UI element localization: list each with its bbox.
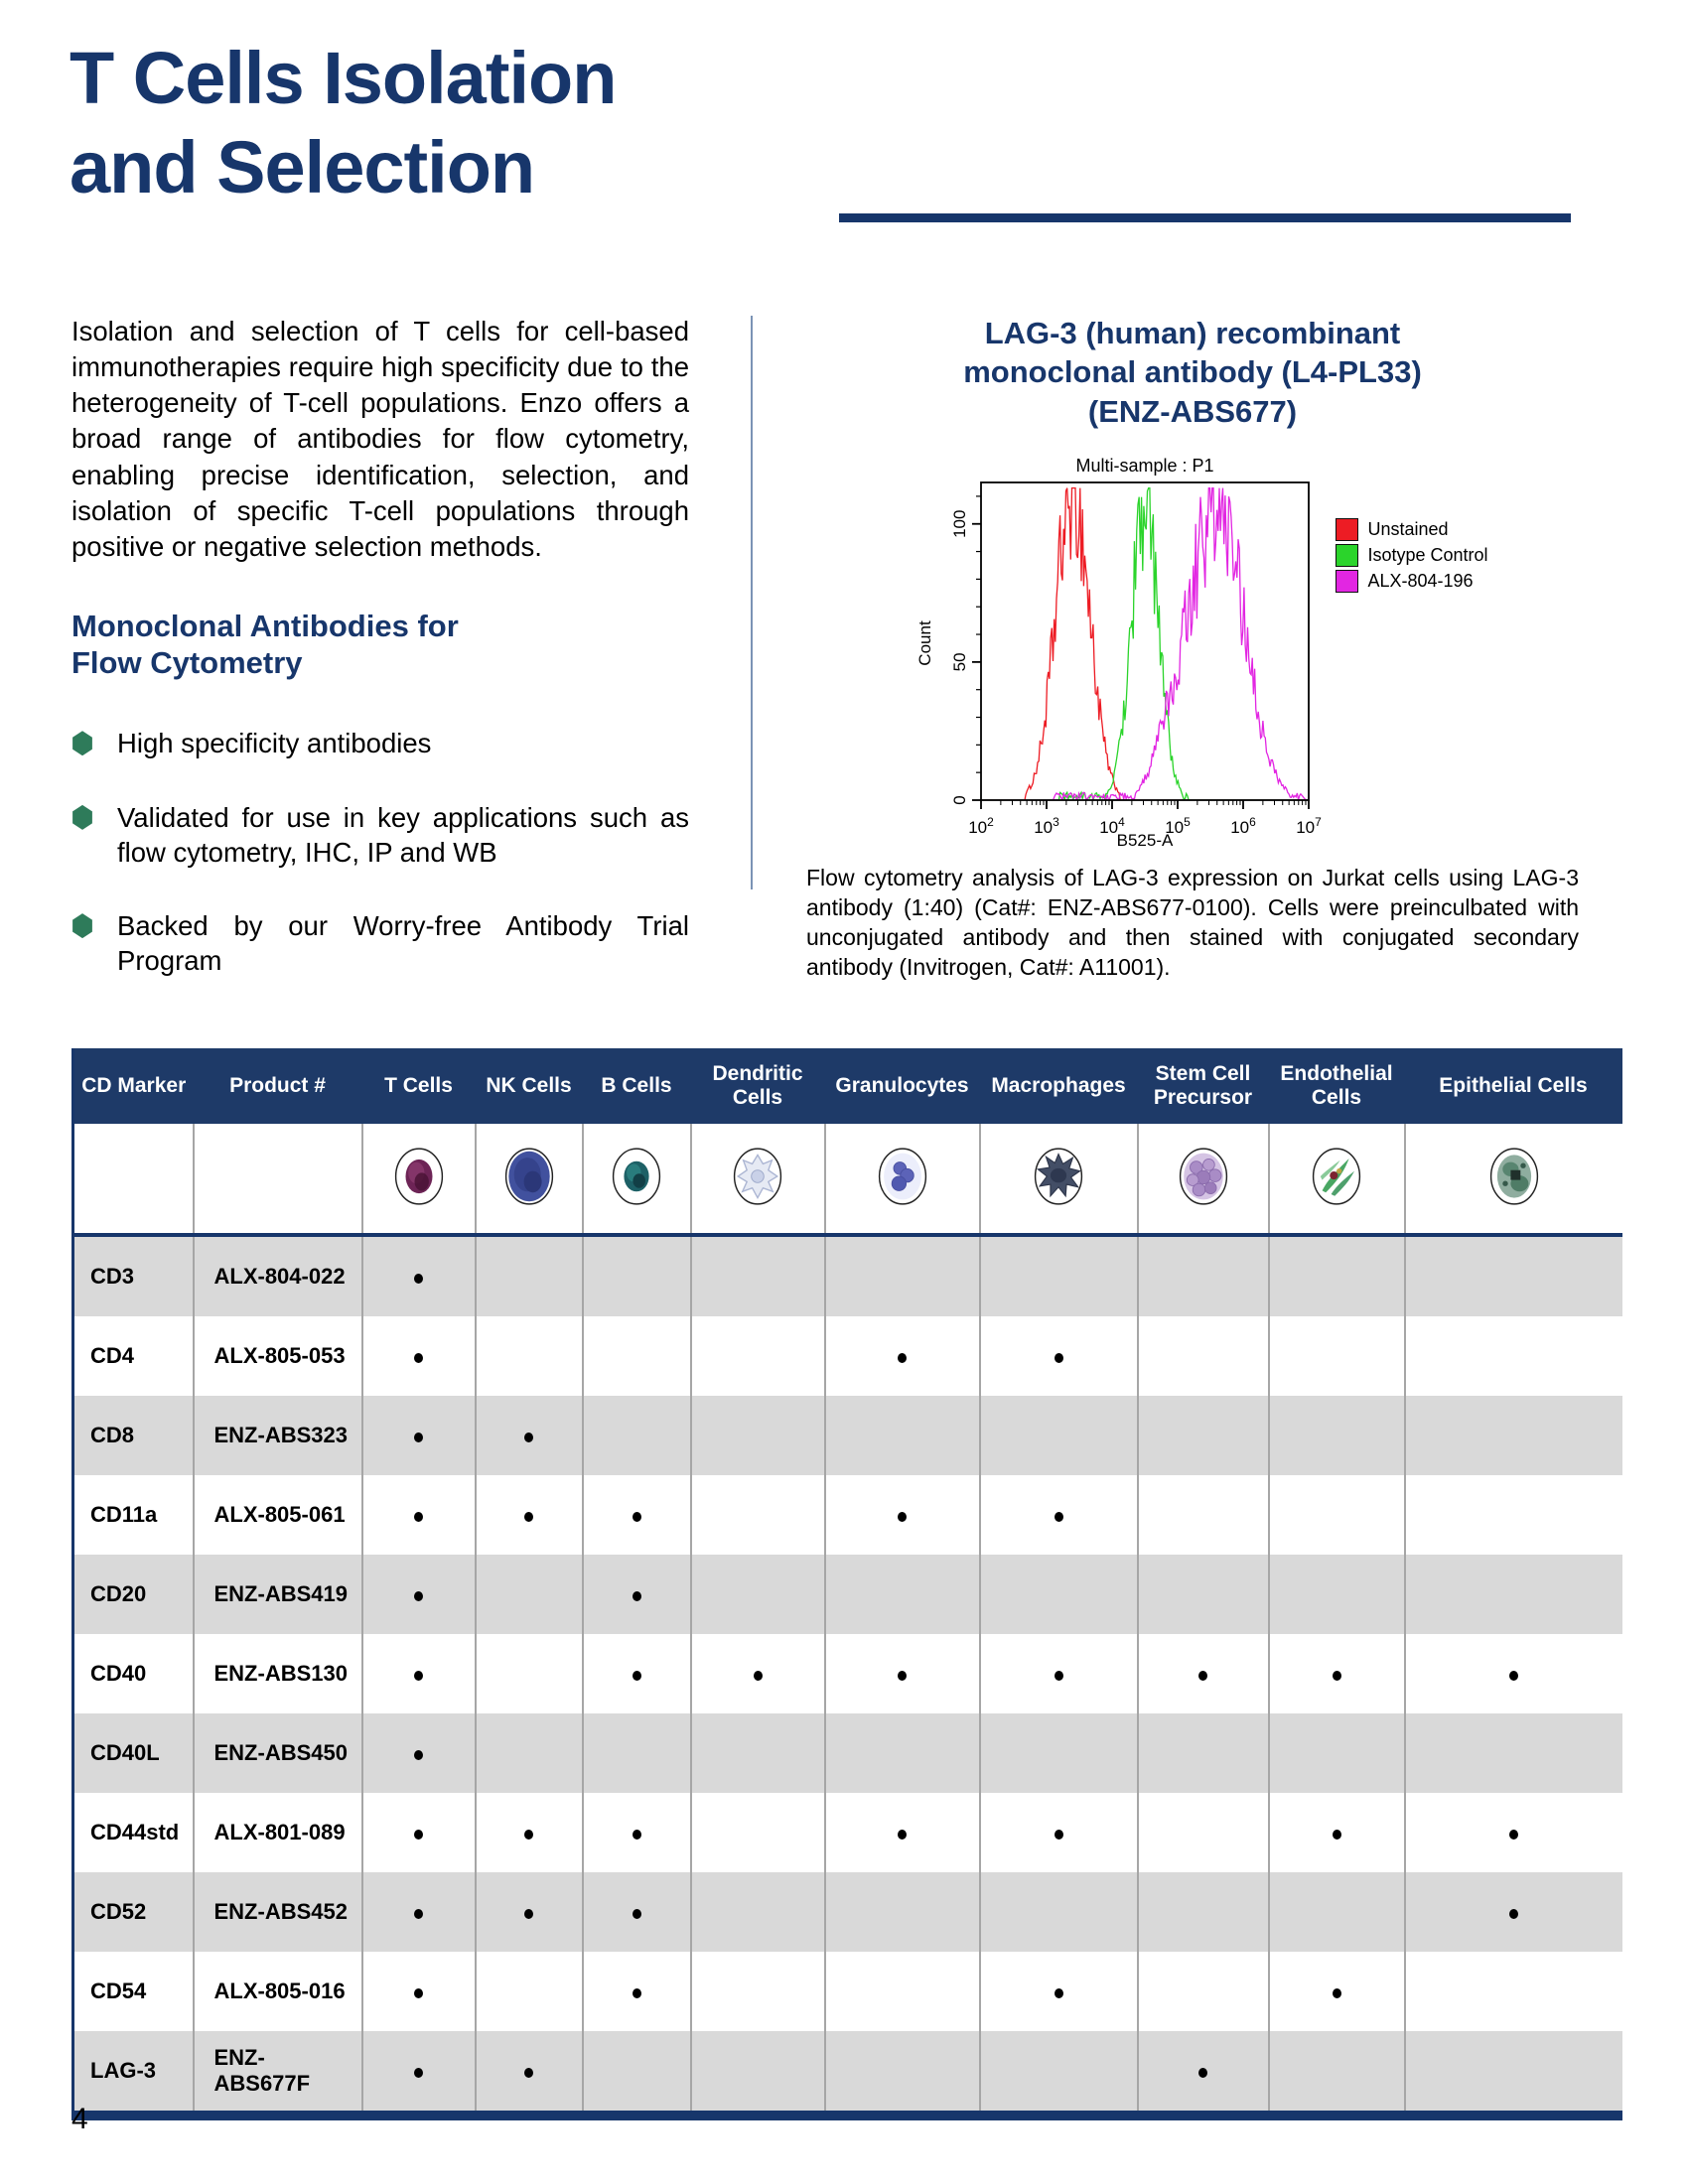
empty-cell	[980, 1555, 1138, 1634]
column-header: Dendritic Cells	[691, 1048, 825, 1124]
x-tick-label: $10^4$	[1099, 815, 1126, 838]
header-rule	[839, 213, 1571, 222]
cd-marker-cell: LAG-3	[73, 2031, 194, 2116]
expression-dot	[414, 1353, 423, 1363]
column-header: Granulocytes	[825, 1048, 980, 1124]
expression-dot-cell	[362, 1713, 476, 1793]
empty-cell	[1269, 1475, 1405, 1555]
expression-dot	[414, 1909, 423, 1919]
product-number-cell: ALX-804-022	[194, 1235, 362, 1316]
expression-dot-cell	[980, 1952, 1138, 2031]
figure-caption: Flow cytometry analysis of LAG-3 expression on Jurkat cells using LAG-3 antibody (1:40) (Cat#: ENZ-ABS677-0100). Cells were preinculbated with unconjugated antibody and then stained with conjugated secondary antibody (Invitrogen, Cat#: A11001).	[806, 865, 1579, 980]
bullet-text: Validated for use in key applications such as flow cytometry, IHC, IP and WB	[117, 801, 689, 868]
column-header: Endothelial Cells	[1269, 1048, 1405, 1124]
empty-cell	[476, 1634, 583, 1713]
empty-cell	[583, 1235, 691, 1316]
expression-dot-cell	[980, 1475, 1138, 1555]
expression-dot-cell	[825, 1793, 980, 1872]
empty-cell	[583, 1316, 691, 1396]
empty-cell	[691, 1475, 825, 1555]
empty-cell	[1405, 2031, 1622, 2116]
expression-dot	[633, 1988, 641, 1998]
expression-dot-cell	[476, 2031, 583, 2116]
expression-dot	[414, 1512, 423, 1522]
empty-cell	[73, 1124, 194, 1235]
expression-dot	[524, 2068, 533, 2078]
empty-cell	[691, 1713, 825, 1793]
empty-cell	[1269, 1235, 1405, 1316]
bullet-item	[71, 909, 689, 978]
expression-dot-cell	[583, 1793, 691, 1872]
expression-dot	[1333, 1830, 1341, 1840]
figure-heading-line1: LAG-3 (human) recombinant	[984, 316, 1401, 350]
expression-dot	[414, 1671, 423, 1681]
empty-cell	[1138, 1952, 1269, 2031]
cd-marker-cell: CD4	[73, 1316, 194, 1396]
expression-dot-cell	[583, 1555, 691, 1634]
empty-cell	[980, 1396, 1138, 1475]
expression-dot	[414, 1274, 423, 1284]
cd-marker-table	[71, 1048, 1622, 2120]
empty-cell	[691, 1235, 825, 1316]
expression-dot-cell	[1138, 1634, 1269, 1713]
legend-label: ALX-804-196	[1367, 571, 1474, 592]
stem-cell-precursor-icon	[1138, 1124, 1269, 1235]
empty-cell	[825, 1713, 980, 1793]
column-header: Epithelial Cells	[1405, 1048, 1622, 1124]
expression-dot-cell	[825, 1316, 980, 1396]
table-row	[73, 1396, 1622, 1475]
hexagon-bullet-icon	[71, 913, 93, 938]
dendritic-cell-icon	[691, 1124, 825, 1235]
legend-item	[1336, 518, 1487, 541]
table-row	[73, 2031, 1622, 2116]
bullet-item	[71, 801, 689, 870]
product-number-cell: ENZ-ABS450	[194, 1713, 362, 1793]
bullet-text: Backed by our Worry-free Antibody Trial Program	[117, 910, 689, 976]
empty-cell	[691, 1316, 825, 1396]
empty-cell	[1405, 1555, 1622, 1634]
product-number-cell: ALX-801-089	[194, 1793, 362, 1872]
right-column	[806, 314, 1579, 1006]
expression-dot-cell	[1405, 1793, 1622, 1872]
cd-marker-cell: CD44std	[73, 1793, 194, 1872]
y-axis-label: Count	[915, 620, 935, 666]
column-header: CD Marker	[73, 1048, 194, 1124]
expression-dot-cell	[1269, 1952, 1405, 2031]
empty-cell	[1405, 1952, 1622, 2031]
expression-dot	[633, 1909, 641, 1919]
table-row	[73, 1952, 1622, 2031]
expression-dot	[1055, 1353, 1063, 1363]
table-row	[73, 1475, 1622, 1555]
empty-cell	[825, 1952, 980, 2031]
legend-swatch	[1336, 544, 1358, 567]
cd-marker-cell: CD8	[73, 1396, 194, 1475]
expression-dot-cell	[362, 1952, 476, 2031]
legend-item	[1336, 544, 1487, 567]
table-header-row	[73, 1048, 1622, 1124]
expression-dot-cell	[583, 1952, 691, 2031]
expression-dot-cell	[1405, 1634, 1622, 1713]
expression-dot-cell	[825, 1634, 980, 1713]
column-header: T Cells	[362, 1048, 476, 1124]
b-cell-icon	[583, 1124, 691, 1235]
epithelial-cell-icon	[1405, 1124, 1622, 1235]
expression-dot-cell	[980, 1634, 1138, 1713]
expression-dot-cell	[1405, 1872, 1622, 1952]
t-cell-icon	[362, 1124, 476, 1235]
expression-dot-cell	[362, 1396, 476, 1475]
expression-dot	[1055, 1830, 1063, 1840]
expression-dot-cell	[583, 1634, 691, 1713]
histogram-series-3	[981, 488, 1308, 800]
column-divider	[751, 316, 753, 889]
cd-marker-cell: CD52	[73, 1872, 194, 1952]
expression-dot-cell	[476, 1872, 583, 1952]
expression-dot-cell	[362, 1634, 476, 1713]
expression-dot-cell	[362, 1235, 476, 1316]
hexagon-bullet-icon	[71, 731, 93, 755]
empty-cell	[825, 1555, 980, 1634]
expression-dot	[1055, 1671, 1063, 1681]
expression-dot	[754, 1671, 763, 1681]
column-header: B Cells	[583, 1048, 691, 1124]
empty-cell	[1138, 1475, 1269, 1555]
empty-cell	[1269, 1316, 1405, 1396]
product-number-cell: ALX-805-016	[194, 1952, 362, 2031]
empty-cell	[583, 1396, 691, 1475]
empty-cell	[980, 1872, 1138, 1952]
marker-table-wrap	[71, 1048, 1620, 2120]
expression-dot-cell	[583, 1872, 691, 1952]
page-title-line1: T Cells Isolation	[70, 37, 617, 119]
empty-cell	[825, 2031, 980, 2116]
expression-dot	[414, 2068, 423, 2078]
expression-dot-cell	[691, 1634, 825, 1713]
empty-cell	[1269, 2031, 1405, 2116]
cd-marker-cell: CD40L	[73, 1713, 194, 1793]
x-tick-label: $10^3$	[1034, 815, 1060, 838]
cd-marker-cell: CD11a	[73, 1475, 194, 1555]
section-heading-line1: Monoclonal Antibodies for	[71, 609, 459, 644]
expression-dot	[524, 1512, 533, 1522]
expression-dot	[633, 1512, 641, 1522]
column-header: Macrophages	[980, 1048, 1138, 1124]
expression-dot	[898, 1830, 907, 1840]
table-row	[73, 1713, 1622, 1793]
flow-cytometry-chart	[806, 455, 1579, 852]
endothelial-cell-icon	[1269, 1124, 1405, 1235]
empty-cell	[1269, 1713, 1405, 1793]
expression-dot-cell	[362, 1555, 476, 1634]
expression-dot	[633, 1591, 641, 1601]
table-row	[73, 1555, 1622, 1634]
empty-cell	[980, 2031, 1138, 2116]
granulocyte-icon	[825, 1124, 980, 1235]
column-header: Product #	[194, 1048, 362, 1124]
figure-heading-line2: monoclonal antibody (L4-PL33)	[963, 354, 1422, 390]
empty-cell	[980, 1235, 1138, 1316]
bullet-list	[71, 727, 689, 978]
expression-dot	[1509, 1909, 1518, 1919]
expression-dot-cell	[476, 1396, 583, 1475]
hexagon-bullet-icon	[71, 805, 93, 830]
expression-dot	[1198, 1671, 1207, 1681]
cell-image-row	[73, 1124, 1622, 1235]
page-title	[70, 34, 616, 213]
table-row	[73, 1793, 1622, 1872]
expression-dot	[1055, 1512, 1063, 1522]
expression-dot-cell	[362, 1793, 476, 1872]
empty-cell	[583, 1713, 691, 1793]
chart-legend	[1336, 518, 1487, 596]
legend-item	[1336, 570, 1487, 593]
empty-cell	[1138, 1396, 1269, 1475]
empty-cell	[980, 1713, 1138, 1793]
expression-dot-cell	[476, 1793, 583, 1872]
expression-dot	[414, 1988, 423, 1998]
y-tick-label: 0	[950, 795, 970, 805]
empty-cell	[691, 2031, 825, 2116]
legend-swatch	[1336, 518, 1358, 541]
expression-dot-cell	[362, 2031, 476, 2116]
table-row	[73, 1634, 1622, 1713]
expression-dot	[1055, 1988, 1063, 1998]
empty-cell	[1405, 1235, 1622, 1316]
histogram-series-1	[981, 488, 1308, 800]
expression-dot-cell	[825, 1475, 980, 1555]
expression-dot-cell	[583, 1475, 691, 1555]
legend-label: Isotype Control	[1367, 545, 1488, 566]
empty-cell	[1269, 1872, 1405, 1952]
empty-cell	[1405, 1475, 1622, 1555]
histogram-series-2	[981, 488, 1308, 800]
expression-dot-cell	[362, 1316, 476, 1396]
empty-cell	[1138, 1713, 1269, 1793]
histogram-curves	[981, 488, 1308, 800]
expression-dot	[524, 1830, 533, 1840]
empty-cell	[1138, 1235, 1269, 1316]
empty-cell	[825, 1235, 980, 1316]
empty-cell	[1405, 1396, 1622, 1475]
expression-dot	[633, 1830, 641, 1840]
empty-cell	[825, 1396, 980, 1475]
bullet-item	[71, 727, 689, 761]
y-tick-label: 100	[950, 509, 970, 539]
cd-marker-cell: CD40	[73, 1634, 194, 1713]
empty-cell	[1405, 1316, 1622, 1396]
product-number-cell: ENZ-ABS130	[194, 1634, 362, 1713]
expression-dot	[524, 1433, 533, 1442]
product-number-cell: ENZ-ABS452	[194, 1872, 362, 1952]
expression-dot-cell	[1269, 1634, 1405, 1713]
expression-dot-cell	[980, 1316, 1138, 1396]
empty-cell	[691, 1872, 825, 1952]
empty-cell	[1405, 1713, 1622, 1793]
expression-dot-cell	[362, 1475, 476, 1555]
cd-marker-cell: CD20	[73, 1555, 194, 1634]
product-number-cell: ALX-805-053	[194, 1316, 362, 1396]
expression-dot	[414, 1830, 423, 1840]
empty-cell	[583, 2031, 691, 2116]
expression-dot	[414, 1433, 423, 1442]
table-row	[73, 1316, 1622, 1396]
expression-dot	[1509, 1830, 1518, 1840]
y-tick-label: 50	[950, 652, 970, 672]
product-number-cell: ALX-805-061	[194, 1475, 362, 1555]
page-title-line2: and Selection	[70, 126, 535, 209]
left-column	[71, 314, 689, 1018]
x-tick-label: $10^6$	[1230, 815, 1257, 838]
expression-dot	[1198, 2068, 1207, 2078]
expression-dot	[524, 1909, 533, 1919]
expression-dot	[898, 1671, 907, 1681]
page-number: 4	[71, 2103, 88, 2135]
x-tick-label: $10^2$	[968, 815, 995, 838]
empty-cell	[1269, 1555, 1405, 1634]
cd-marker-cell: CD54	[73, 1952, 194, 2031]
product-number-cell: ENZ-ABS323	[194, 1396, 362, 1475]
section-heading	[71, 609, 689, 681]
expression-dot	[1333, 1988, 1341, 1998]
expression-dot	[1509, 1671, 1518, 1681]
expression-dot	[898, 1512, 907, 1522]
table-row	[73, 1872, 1622, 1952]
product-number-cell: ENZ-ABS677F	[194, 2031, 362, 2116]
expression-dot	[898, 1353, 907, 1363]
empty-cell	[1138, 1555, 1269, 1634]
empty-cell	[476, 1952, 583, 2031]
empty-cell	[691, 1793, 825, 1872]
x-axis-label: B525-A	[1117, 831, 1174, 851]
expression-dot	[414, 1591, 423, 1601]
empty-cell	[691, 1952, 825, 2031]
product-number-cell: ENZ-ABS419	[194, 1555, 362, 1634]
expression-dot-cell	[1269, 1793, 1405, 1872]
macrophage-icon	[980, 1124, 1138, 1235]
expression-dot-cell	[1138, 2031, 1269, 2116]
intro-paragraph: Isolation and selection of T cells for cell-based immunotherapies require high specificity due to the heterogeneity of T-cell populations. Enzo offers a broad range of antibodies for flow cytometry, enabling precise identification, selection, and isolation of specific T-cell populations through positive or negative selection methods.	[71, 316, 689, 562]
expression-dot	[1333, 1671, 1341, 1681]
empty-cell	[476, 1316, 583, 1396]
legend-label: Unstained	[1367, 519, 1449, 540]
expression-dot	[633, 1671, 641, 1681]
empty-cell	[691, 1555, 825, 1634]
empty-cell	[825, 1872, 980, 1952]
table-row	[73, 1235, 1622, 1316]
empty-cell	[1138, 1793, 1269, 1872]
empty-cell	[476, 1555, 583, 1634]
expression-dot	[414, 1750, 423, 1760]
legend-swatch	[1336, 570, 1358, 593]
x-tick-label: $10^5$	[1165, 815, 1192, 838]
expression-dot-cell	[980, 1793, 1138, 1872]
empty-cell	[476, 1713, 583, 1793]
bullet-text: High specificity antibodies	[117, 728, 432, 759]
flow-cytometry-plot	[897, 455, 1334, 852]
expression-dot-cell	[476, 1475, 583, 1555]
section-heading-line2: Flow Cytometry	[71, 644, 303, 680]
expression-dot-cell	[362, 1872, 476, 1952]
empty-cell	[1269, 1396, 1405, 1475]
nk-cell-icon	[476, 1124, 583, 1235]
empty-cell	[691, 1396, 825, 1475]
figure-heading-line3: (ENZ-ABS677)	[1087, 393, 1298, 429]
chart-title: Multi-sample : P1	[1075, 456, 1214, 477]
empty-cell	[476, 1235, 583, 1316]
column-header: NK Cells	[476, 1048, 583, 1124]
empty-cell	[194, 1124, 362, 1235]
plot-border	[981, 482, 1309, 800]
x-tick-label: $10^7$	[1296, 815, 1323, 838]
column-header: Stem Cell Precursor	[1138, 1048, 1269, 1124]
empty-cell	[1138, 1872, 1269, 1952]
empty-cell	[1138, 1316, 1269, 1396]
cd-marker-cell: CD3	[73, 1235, 194, 1316]
figure-heading	[806, 314, 1579, 431]
